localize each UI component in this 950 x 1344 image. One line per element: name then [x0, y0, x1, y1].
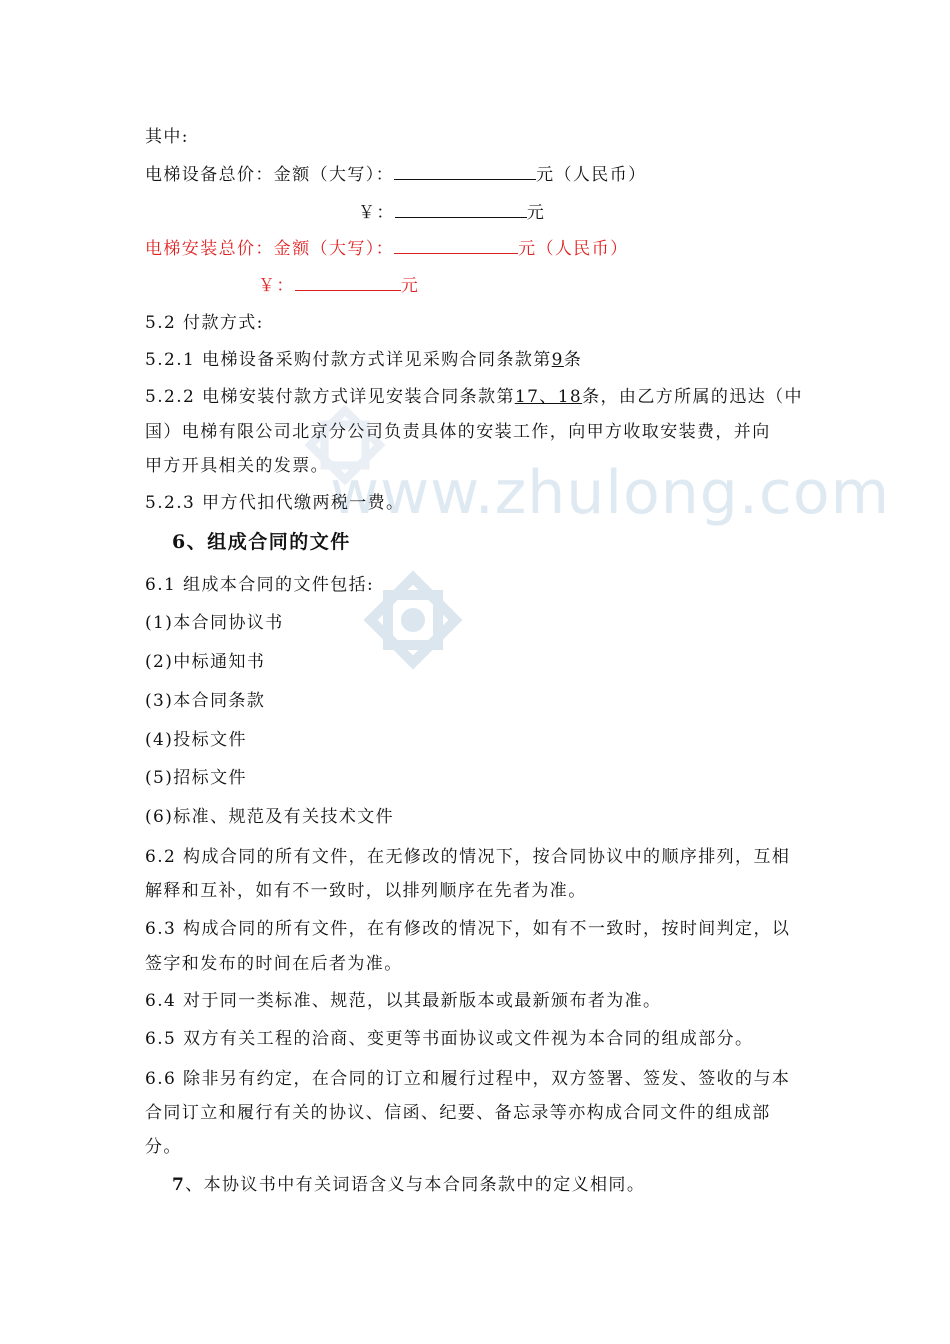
equipment-price-label: 电梯设备总价：金额（大写）：: [145, 165, 395, 185]
equipment-amount-blank: [394, 162, 536, 180]
equipment-yen-label: ￥：: [358, 203, 395, 223]
section-6-5: 6.5 双方有关工程的洽商、变更等书面协议或文件视为本合同的组成部分。: [145, 1029, 754, 1049]
equipment-yen-line: [358, 200, 545, 224]
section-6-6-line1: 6.6 除非另有约定，在合同的订立和履行过程中，双方签署、签发、签收的与本: [145, 1069, 791, 1089]
payment-5-2-2-clause: 17、18: [514, 387, 583, 407]
list-item: (3)本合同条款: [145, 691, 266, 711]
section-6-4: 6.4 对于同一类标准、规范，以其最新版本或最新颁布者为准。: [145, 991, 662, 1011]
install-price-label: 电梯安装总价：金额（大写）：: [145, 239, 395, 259]
payment-5-2-2-suffix: 条，由乙方所属的迅达（中: [582, 387, 803, 407]
section-6-6-line3: 分。: [145, 1137, 182, 1157]
payment-5-2-2: [145, 386, 803, 408]
install-yen-blank: [295, 273, 401, 291]
payment-5-2-2-text: 5.2.2 电梯安装付款方式详见安装合同条款第: [145, 387, 515, 407]
section-6-2-line2: 解释和互补，如有不一致时，以排列顺序在先者为准。: [145, 881, 587, 901]
payment-5-2-1-clause: 9: [551, 350, 564, 370]
payment-title: 5.2 付款方式:: [145, 313, 264, 333]
install-yen-label: ￥：: [258, 276, 295, 296]
list-item: (4)投标文件: [145, 730, 247, 750]
payment-5-2-1-suffix: 条: [563, 350, 583, 370]
snowflake-logo-icon: [358, 565, 468, 675]
section-6-2-line1: 6.2 构成合同的所有文件，在无修改的情况下，按合同协议中的顺序排列，互相: [145, 847, 791, 867]
payment-5-2-1: [145, 349, 582, 371]
install-price-line: [145, 236, 629, 260]
section-7-text: 、本协议书中有关词语含义与本合同条款中的定义相同。: [185, 1175, 646, 1195]
list-item: (1)本合同协议书: [145, 613, 284, 633]
equipment-yen-unit: 元: [526, 203, 546, 223]
section-6-3-line2: 签字和发布的时间在后者为准。: [145, 954, 403, 974]
list-item: (2)中标通知书: [145, 652, 266, 672]
section-7-number: 7: [172, 1175, 186, 1195]
section-6-6-line2: 合同订立和履行有关的协议、信函、纪要、备忘录等亦构成合同文件的组成部: [145, 1103, 771, 1123]
install-yen-line: [258, 273, 419, 297]
payment-5-2-2-line3: 甲方开具相关的发票。: [145, 456, 329, 476]
install-amount-blank: [394, 236, 518, 254]
section-6-heading: 6、组成合同的文件: [172, 531, 351, 553]
section-6-1-intro: 6.1 组成本合同的文件包括:: [145, 575, 375, 595]
watermark-text: www.zhulong.com: [330, 458, 891, 528]
install-yen-unit: 元: [400, 276, 420, 296]
list-item: (6)标准、规范及有关技术文件: [145, 807, 395, 827]
list-item: (5)招标文件: [145, 768, 247, 788]
equipment-price-unit: 元（人民币）: [536, 165, 647, 185]
price-intro: 其中:: [145, 127, 189, 147]
install-price-unit: 元（人民币）: [518, 239, 629, 259]
section-6-3-line1: 6.3 构成合同的所有文件，在有修改的情况下，如有不一致时，按时间判定，以: [145, 919, 791, 939]
equipment-price-line: [145, 162, 647, 186]
equipment-yen-blank: [395, 200, 527, 218]
payment-5-2-1-text: 5.2.1 电梯设备采购付款方式详见采购合同条款第: [145, 350, 552, 370]
payment-5-2-2-line2: 国）电梯有限公司北京分公司负责具体的安装工作，向甲方收取安装费，并向: [145, 422, 771, 442]
payment-5-2-3: 5.2.3 甲方代扣代缴两税一费。: [145, 493, 405, 513]
section-7: [172, 1174, 645, 1196]
